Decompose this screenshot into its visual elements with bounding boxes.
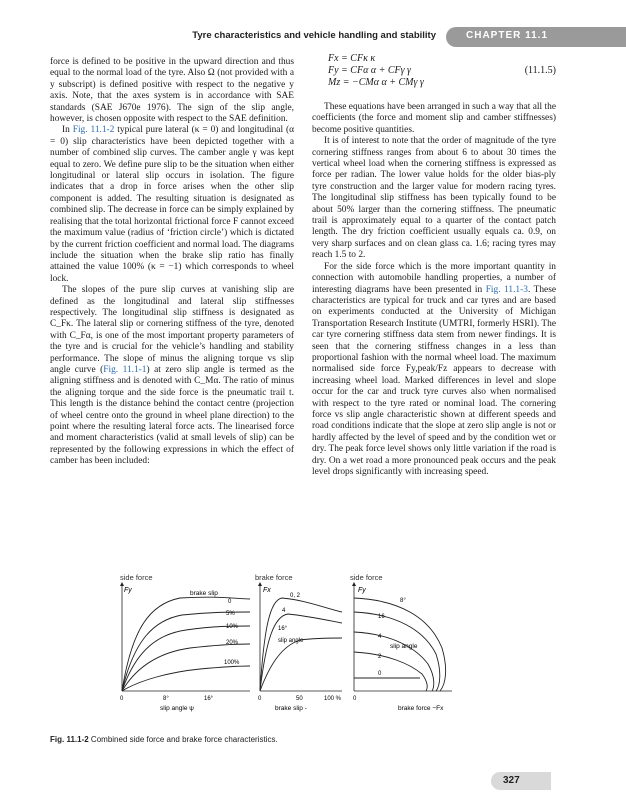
panel2-x-tick-0: 0 [258, 696, 262, 702]
panel3-legend-label: slip angle [390, 643, 418, 650]
panel3-curve-label-4: 4 [378, 634, 382, 640]
panel2-curve-16 [260, 638, 342, 691]
panel-side-force-vs-slip-angle [120, 573, 250, 712]
panel-brake-force-vs-brake-slip [255, 573, 342, 712]
panel2-axis-symbol: Fx [263, 587, 271, 594]
panel-side-force-vs-brake-force [350, 573, 452, 712]
panel1-x-label: slip angle ψ [160, 705, 194, 712]
panel2-curve-label-4: 4 [282, 608, 286, 614]
left-column [50, 57, 294, 468]
panel3-curve-16 [354, 612, 440, 691]
panel2-legend-label: slip angle [278, 638, 304, 644]
panel3-curve-label-16: 16 [378, 614, 385, 620]
figure-link-11-1-2[interactable]: Fig. 11.1-2 [72, 125, 115, 136]
panel2-curve-label-16: 16° [278, 626, 288, 632]
page-number-tab [491, 772, 551, 790]
figure-link-11-1-3[interactable]: Fig. 11.1-3 [485, 284, 528, 295]
figure-link-11-1-1[interactable]: Fig. 11.1-1 [103, 364, 147, 375]
chapter-label: CHAPTER 11.1 [466, 30, 549, 41]
panel2-x-label: brake slip - [275, 705, 307, 712]
panel1-curve-label-20: 20% [226, 640, 239, 646]
panel1-curve-label-10: 10% [226, 624, 239, 630]
panel1-curve-label-0: 0 [228, 599, 232, 605]
panel1-axis-symbol: Fy [124, 587, 132, 594]
equation-line-2: Fy = CFα α + CFγ γ [328, 65, 411, 76]
right-paragraph-3: For the side force which is the more important quantity in connection with automobile handling properties, a number of interesting diagrams have been presented in Fig. 11.1-3. These characteristics are typical for truck and car tyres and are based on experiments conducted at the University of Michigan Transportation Research Institute (UMTRI, formerly HSRI). The car tyre cornering stiffness data stem from newer findings. It is seen that the cornering stiffness changes in a less than proportional fashion with the normal wheel load. The maximum normalised side force Fy,peak/Fz appears to decrease with increasing wheel load. Marked differences in level and slope occur for the car and truck tyre curves also when normalised with respect to the tyre rated or nominal load. The cornering force vs slip angle characteristic shown at different speeds and road conditions indicate that the slope at zero slip angle is not or hardly affected by the level of speed and by the condition wet or dry. The peak force level shows only little variation if the road is dry. On a wet road a more pronounced peak occurs and the peak level drops significantly with increasing speed. [312, 261, 557, 477]
figure-caption [50, 735, 278, 744]
panel1-legend-title: brake slip [190, 590, 218, 597]
panel2-x-tick-100: 100 % [324, 696, 342, 702]
panel3-curve-label-2: 2 [378, 654, 382, 660]
figure-11-1-2 [110, 568, 530, 718]
panel1-curve-label-5: 5% [226, 611, 235, 617]
panel2-curve-0 [260, 598, 342, 691]
panel3-curve-label-8: 8° [400, 598, 406, 604]
panel2-curve-4 [260, 614, 342, 691]
panel1-curve-label-100: 100% [224, 660, 240, 666]
panel3-curve-2 [354, 652, 427, 691]
figure-caption-text: Combined side force and brake force characteristics. [90, 735, 278, 744]
panel1-curve-10 [122, 626, 250, 691]
panel3-title: side force [350, 573, 383, 582]
panel3-curve-4 [354, 632, 434, 691]
left-paragraph-3: The slopes of the pure slip curves at vanishing slip are defined as the longitudinal and lateral slip stiffnesses respectively. The longitudinal slip stiffness is designated as C_Fκ. The lateral slip or cornering stiffness of the tyre, denoted with C_Fα, is one of the most important property parameters of the tyre and is crucial for the vehicle’s handling and stability performance. The slope of minus the aligning torque vs slip angle curve (Fig. 11.1-1) at zero slip angle is termed as the aligning stiffness and is denoted with C_Mα. The ratio of minus the aligning torque and the side force is the pneumatic trail t. This length is the distance behind the contact centre (projection of wheel centre onto the ground in wheel plane direction) to the point where the resulting lateral force acts. The linearised force and moment characteristics (valid at small levels of slip) can be represented by the following expressions in which the effect of camber has been included: [50, 285, 294, 467]
left-paragraph-2: In Fig. 11.1-2 typical pure lateral (κ = 0) and longitudinal (α = 0) slip characteristics have been depicted together with a number of combined slip curves. The camber angle γ was kept equal to zero. We define pure slip to be the situation when either longitudinal or lateral slip occurs in isolation. The figure indicates that a drop in force arises when the other slip component is added. The resulting situation is designated as combined slip. The decrease in force can be simply explained by realising that the total horizontal frictional force F cannot exceed the maximum value (radius of ‘friction circle’) which is dictated by the current friction coefficient and normal load. The diagrams include the situation when the brake slip ratio has finally attained the value 100% (κ = −1) which corresponds to wheel lock. [50, 125, 295, 284]
equation-number: (11.1.5) [524, 65, 556, 76]
panel1-x-tick-16: 16° [204, 696, 214, 702]
figure-caption-label: Fig. 11.1-2 [50, 735, 89, 744]
panel2-curve-label-0: 0, 2 [290, 593, 301, 599]
panel3-x-label: brake force −Fx [398, 705, 444, 712]
right-paragraph-2: It is of interest to note that the order of magnitude of the tyre cornering stiffness ranges from about 6 to about 30 times the vertical wheel load when the cornering stiffness is expressed as force per radian. The lower value holds for the older bias-ply tyre construction and the larger value for modern racing tyres. The longitudinal slip stiffness has been typically found to be about 50% larger than the cornering stiffness. The pneumatic trail is approximately equal to a quarter of the contact patch length. The dry friction coefficient usually equals ca. 0.9, on very sharp surfaces and on clean glass ca. 1.6; racing tyres may reach 1.5 to 2. [312, 136, 556, 261]
panel3-x-tick-0: 0 [353, 696, 357, 702]
panel1-x-tick-8: 8° [163, 696, 169, 702]
panel1-x-tick-0: 0 [120, 696, 124, 702]
figure-graphic [110, 568, 530, 718]
right-paragraph-1: These equations have been arranged in such a way that all the coefficients (the force and moment slip and camber stiffnesses) become positive quantities. [312, 102, 556, 135]
equation-line-3: Mz = −CMα α + CMγ γ [328, 77, 424, 88]
right-column [312, 52, 556, 478]
panel3-curve-label-0: 0 [378, 671, 382, 677]
left-paragraph-1: force is defined to be positive in the upward direction and thus equal to the normal load of the tyre. Also Ω (not provided with a y subscript) is defined positive with respect to the negative y axis. Note, that the axes system is in accordance with SAE standards (SAE J670e 1976). The sign of the slip angle, however, is chosen opposite with respect to the SAE definition. [50, 57, 294, 125]
panel1-title: side force [120, 573, 153, 582]
panel2-title: brake force [255, 573, 293, 582]
panel3-axis-symbol: Fy [358, 587, 366, 594]
page-header [0, 27, 626, 47]
panel1-curve-100 [122, 666, 250, 691]
page-number: 327 [503, 775, 520, 786]
equation-block [312, 52, 556, 92]
equation-line-1: Fx = CFκ κ [328, 53, 376, 64]
panel1-curve-20 [122, 644, 250, 691]
running-title: Tyre characteristics and vehicle handling and stability [192, 30, 436, 41]
panel2-x-tick-50: 50 [296, 696, 303, 702]
